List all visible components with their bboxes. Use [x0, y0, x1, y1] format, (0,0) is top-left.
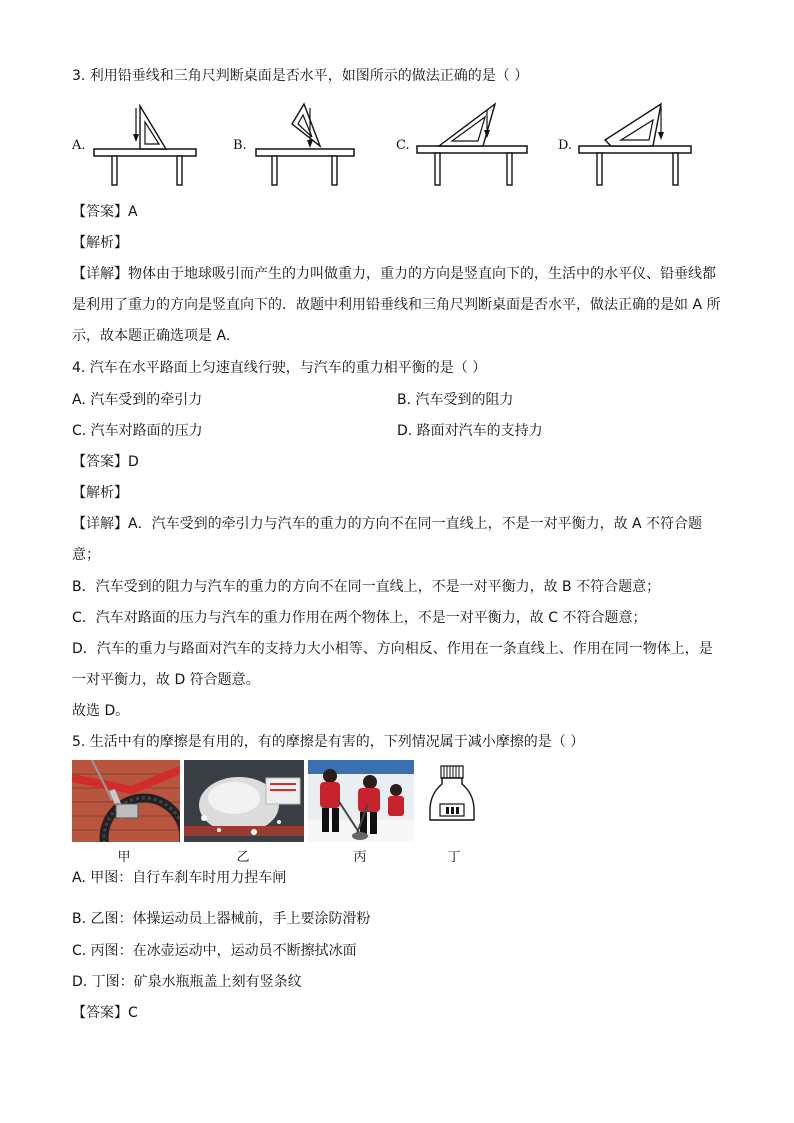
q4-conclusion: 故选 D。 [72, 703, 130, 719]
answer-tag: 【答案】 [72, 204, 128, 220]
answer-tag: 【答案】 [72, 454, 128, 470]
q5-stem: 5. 生活中有的摩擦是有用的，有的摩擦是有害的，下列情况属于减小摩擦的是（ ） [72, 734, 585, 750]
caption-bing: 丙 [353, 850, 367, 865]
caption-jia: 甲 [117, 850, 131, 865]
photo-bicycle-brake [72, 760, 180, 842]
q4-stem: 4. 汽车在水平路面上匀速直线行驶，与汽车的重力相平衡的是（ ） [72, 360, 487, 376]
q5-option-d: D. 丁图：矿泉水瓶瓶盖上刻有竖条纹 [72, 974, 302, 990]
q3-label-c: C. [396, 138, 410, 153]
q3-label-d: D. [558, 138, 573, 153]
q3-label-b: B. [233, 138, 247, 153]
q4-detail-3: B．汽车受到的阻力与汽车的重力的方向不在同一直线上，不是一对平衡力，故 B 不符合题意； [72, 579, 661, 595]
answer-value: D [128, 454, 139, 470]
detail-text: A．汽车受到的牵引力与汽车的重力的方向不在同一直线上，不是一对平衡力，故 A 不符合题 [128, 516, 703, 532]
answer-value: C [128, 1005, 138, 1021]
q4-detail-1 [72, 514, 702, 534]
q4-option-d: D. 路面对汽车的支持力 [397, 423, 543, 439]
photo-gymnast-chalk [184, 760, 304, 842]
q3-analysis-tag: 【解析】 [72, 235, 128, 251]
q5-option-b: B. 乙图：体操运动员上器械前，手上要涂防滑粉 [72, 911, 371, 927]
q5-option-a: A. 甲图：自行车刹车时用力捏车闸 [72, 870, 287, 886]
q4-option-b: B. 汽车受到的阻力 [397, 392, 514, 408]
q3-answer [72, 202, 138, 222]
q5-option-c: C. 丙图：在冰壶运动中，运动员不断擦拭冰面 [72, 943, 357, 959]
q4-option-c: C. 汽车对路面的压力 [72, 423, 203, 439]
q3-detail-2: 是利用了重力的方向是竖直向下的．故题中利用铅垂线和三角尺判断桌面是否水平，做法正确的是如 A 所 [72, 297, 721, 313]
illustration-bottle-cap [424, 760, 480, 842]
answer-value: A [128, 204, 138, 220]
photo-curling [308, 760, 414, 842]
detail-tag: 【详解】 [72, 266, 128, 282]
q3-figure-a [90, 100, 200, 190]
detail-text: 物体由于地球吸引而产生的力叫做重力，重力的方向是竖直向下的，生活中的水平仪、铅垂线都 [128, 266, 716, 282]
detail-tag: 【详解】 [72, 516, 128, 532]
q4-option-a: A. 汽车受到的牵引力 [72, 392, 203, 408]
q4-analysis-tag: 【解析】 [72, 485, 128, 501]
q4-detail-6: 一对平衡力，故 D 符合题意。 [72, 672, 260, 688]
q5-answer [72, 1003, 138, 1023]
q3-detail-1 [72, 264, 716, 284]
answer-tag: 【答案】 [72, 1005, 128, 1021]
q3-detail-3: 示，故本题正确选项是 A． [72, 328, 241, 344]
q3-label-a: A. [72, 138, 86, 153]
q3-figure-d [577, 100, 695, 190]
q4-detail-5: D．汽车的重力与路面对汽车的支持力大小相等、方向相反、作用在一条直线上、作用在同一物体上，是 [72, 641, 713, 657]
q3-figure-b [252, 100, 362, 190]
caption-ding: 丁 [447, 850, 461, 865]
q4-detail-4: C．汽车对路面的压力与汽车的重力作用在两个物体上，不是一对平衡力，故 C 不符合题意； [72, 610, 647, 626]
q3-stem: 3. 利用铅垂线和三角尺判断桌面是否水平，如图所示的做法正确的是（ ） [72, 68, 529, 84]
q4-detail-2: 意； [72, 547, 100, 563]
q3-figure-c [415, 100, 530, 190]
caption-yi: 乙 [236, 850, 250, 865]
q4-answer [72, 452, 139, 472]
